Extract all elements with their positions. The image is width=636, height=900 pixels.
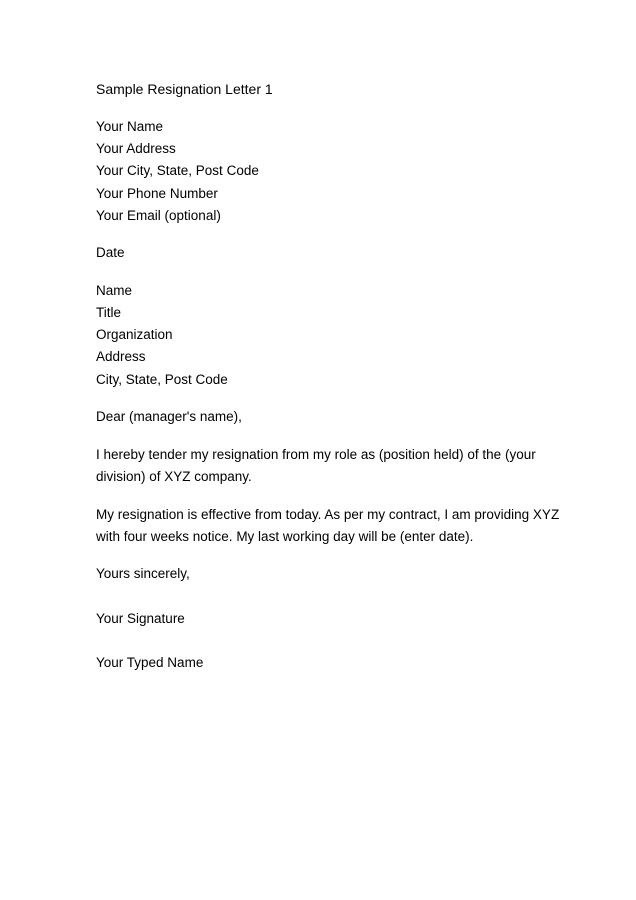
recipient-address: Address: [96, 349, 146, 364]
document-title: Sample Resignation Letter 1: [96, 81, 273, 97]
signature: Your Signature: [96, 611, 185, 626]
letter-date: Date: [96, 245, 125, 260]
paragraph-1-line-1: I hereby tender my resignation from my role as (position held) of the (your: [96, 447, 536, 462]
paragraph-1-line-2: division) of XYZ company.: [96, 469, 252, 484]
sender-email: Your Email (optional): [96, 208, 221, 223]
recipient-organization: Organization: [96, 327, 173, 342]
paragraph-2-line-2: with four weeks notice. My last working day will be (enter date).: [96, 529, 474, 544]
sender-address: Your Address: [96, 141, 176, 156]
closing: Yours sincerely,: [96, 566, 190, 581]
typed-name: Your Typed Name: [96, 655, 204, 670]
recipient-name: Name: [96, 283, 133, 298]
recipient-city: City, State, Post Code: [96, 372, 228, 387]
sender-city: Your City, State, Post Code: [96, 163, 259, 178]
paragraph-2-line-1: My resignation is effective from today. As per my contract, I am providing XYZ: [96, 507, 560, 522]
recipient-title: Title: [96, 305, 122, 320]
sender-phone: Your Phone Number: [96, 186, 218, 201]
salutation: Dear (manager's name),: [96, 409, 242, 424]
sender-name: Your Name: [96, 119, 164, 134]
